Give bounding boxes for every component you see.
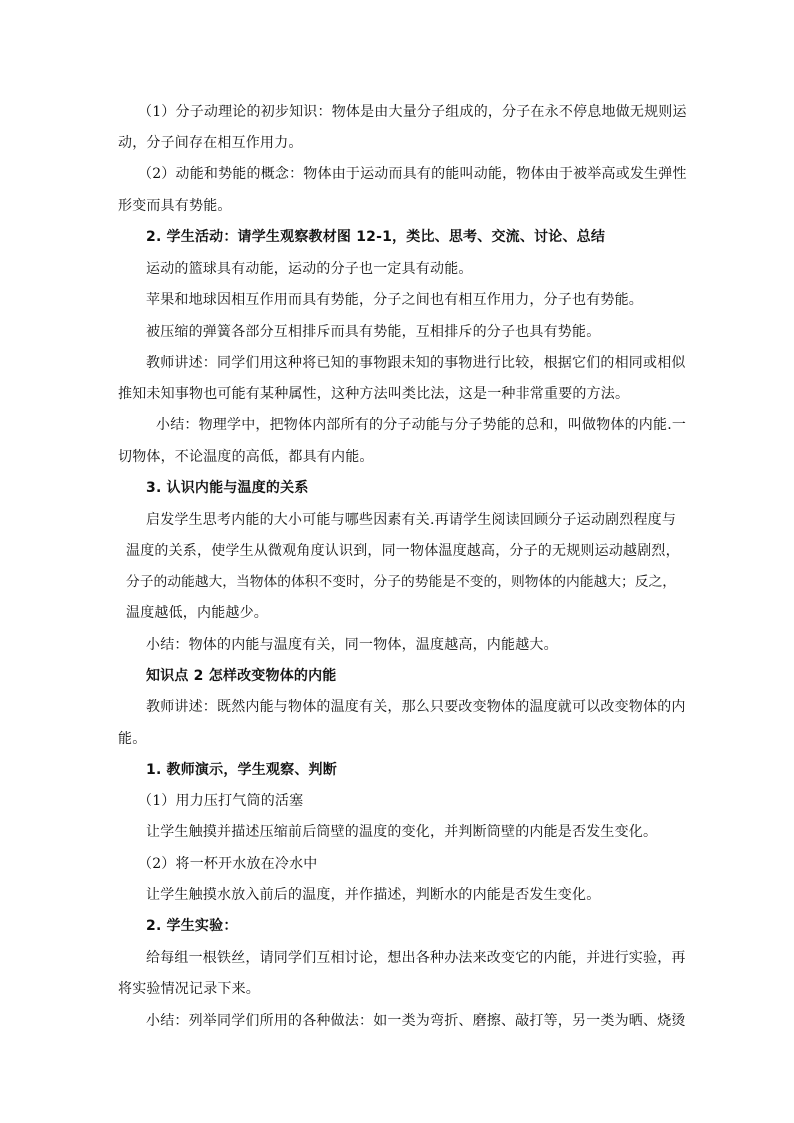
section-heading: 知识点 2 怎样改变物体的内能 <box>146 668 337 684</box>
text-line: 动，分子间存在相互作用力。 <box>118 135 303 151</box>
text-line: 启发学生思考内能的大小可能与哪些因素有关.再请学生阅读回顾分子运动剧烈程度与 <box>146 512 677 528</box>
text-line: （2）将一杯开水放在冷水中 <box>138 856 318 872</box>
text-line: 让学生触摸水放入前后的温度，并作描述，判断水的内能是否发生变化。 <box>146 887 601 903</box>
text-line: 温度的关系，使学生从微观角度认识到，同一物体温度越高，分子的无规则运动越剧烈， <box>126 543 680 559</box>
text-line: 小结：物体的内能与温度有关，同一物体，温度越高，内能越大。 <box>146 637 558 653</box>
text-line: 苹果和地球因相互作用而具有势能，分子之间也有相互作用力，分子也有势能。 <box>146 292 643 308</box>
text-line: 让学生触摸并描述压缩前后筒壁的温度的变化，并判断筒壁的内能是否发生变化。 <box>146 824 658 840</box>
text-line: （2）动能和势能的概念：物体由于运动而具有的能叫动能，物体由于被举高或发生弹性 <box>138 166 687 182</box>
text-line: 给每组一根铁丝，请同学们互相讨论，想出各种办法来改变它的内能，并进行实验，再 <box>146 950 686 966</box>
text-line: 推知未知事物也可能有某种属性，这种方法叫类比法，这是一种非常重要的方法。 <box>118 386 630 402</box>
text-line: 教师讲述：同学们用这种将已知的事物跟未知的事物进行比较，根据它们的相同或相似 <box>146 355 686 371</box>
text-line: 被压缩的弹簧各部分互相排斥而具有势能，互相排斥的分子也具有势能。 <box>146 324 601 340</box>
text-line: 教师讲述：既然内能与物体的温度有关，那么只要改变物体的温度就可以改变物体的内 <box>146 699 686 715</box>
text-line: 将实验情况记录下来。 <box>118 981 260 997</box>
text-line: 切物体，不论温度的高低，都具有内能。 <box>118 449 374 465</box>
text-line: （1）分子动理论的初步知识：物体是由大量分子组成的，分子在永不停息地做无规则运 <box>138 104 687 120</box>
text-line: 运动的篮球具有动能，运动的分子也一定具有动能。 <box>146 261 473 277</box>
text-line: 小结：列举同学们所用的各种做法：如一类为弯折、磨擦、敲打等，另一类为晒、烧烫 <box>146 1013 686 1029</box>
text-line: 形变而具有势能。 <box>118 198 232 214</box>
text-line: （1）用力压打气筒的活塞 <box>138 793 304 809</box>
section-heading: 2. 学生活动：请学生观察教材图 12-1，类比、思考、交流、讨论、总结 <box>146 229 606 245</box>
section-heading: 1. 教师演示，学生观察、判断 <box>146 762 337 778</box>
section-heading: 2. 学生实验： <box>146 918 238 934</box>
text-line: 能。 <box>118 731 147 747</box>
text-line: 分子的动能越大，当物体的体积不变时，分子的势能是不变的，则物体的内能越大；反之， <box>126 574 677 590</box>
text-line: 小结：物理学中，把物体内部所有的分子动能与分子势能的总和，叫做物体的内能.一 <box>156 417 687 433</box>
section-heading: 3. 认识内能与温度的关系 <box>146 480 309 496</box>
text-line: 温度越低，内能越少。 <box>126 605 268 621</box>
